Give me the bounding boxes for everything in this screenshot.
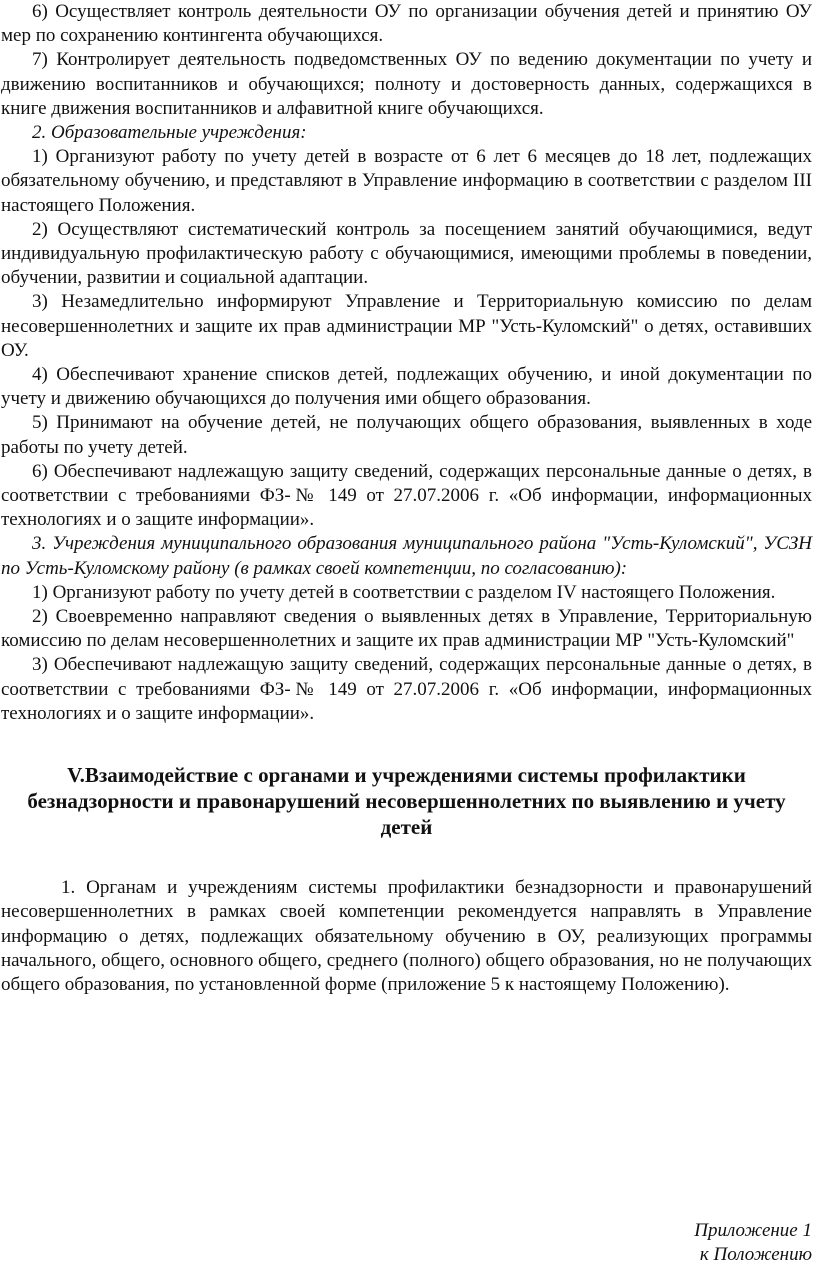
- paragraph: 6) Осуществляет контроль деятельности ОУ по организации обучения детей и принятию ОУ мер по сохранению контингента обучающихся.: [1, 1, 812, 47]
- paragraph: 2) Осуществляют систематический контроль за посещением занятий обучающимися, ведут индивидуальную профилактическую работу с обучающимися, имеющими проблемы в поведении, обучении, развитии и социальной адаптации.: [1, 218, 812, 289]
- appendix-line-2: к Положению: [699, 1244, 812, 1265]
- appendix-label: [694, 1219, 812, 1267]
- appendix-line-1: Приложение 1: [694, 1220, 812, 1241]
- paragraph: 5) Принимают на обучение детей, не получающих общего образования, выявленных в ходе работы по учету детей.: [1, 412, 812, 458]
- section-paragraph: 1. Органам и учреждениям системы профилактики безнадзорности и правонарушений несовершеннолетних в рамках своей компетенции рекомендуется направлять в Управление информацию о детях, подлежащих обязательному обучению в ОУ, реализующих программы начального, общего, основного общего, среднего (полного) общего образования, но не получающих общего образования, по установленной форме (приложение 5 к настоящему Положению).: [1, 877, 812, 995]
- top-paragraphs: [1, 0, 812, 726]
- paragraph: 2) Своевременно направляют сведения о выявленных детях в Управление, Территориальную комиссию по делам несовершеннолетних и защите их прав администрации МР "Усть-Куломский": [1, 606, 812, 652]
- paragraph: 3) Незамедлительно информируют Управление и Территориальную комиссию по делам несовершеннолетних и защите их прав администрации МР "Усть-Куломский" о детях, оставивших ОУ.: [1, 291, 812, 361]
- paragraph: 2. Образовательные учреждения:: [32, 122, 307, 144]
- paragraph: 6) Обеспечивают надлежащую защиту сведений, содержащих персональные данные о детях, в соответствии с требованиями ФЗ-№ 149 от 27.07.2006 г. «Об информации, информационных технологиях и о защите информации».: [1, 460, 812, 531]
- paragraph: 3. Учреждения муниципального образования муниципального района "Усть-Куломский", УСЗН по Усть-Куломскому району (в рамках своей компетенции, по согласованию):: [1, 533, 812, 579]
- paragraph: 3) Обеспечивают надлежащую защиту сведений, содержащих персональные данные о детях, в соответствии с требованиями ФЗ-№ 149 от 27.07.2006 г. «Об информации, информационных технологиях и о защите информации».: [1, 654, 812, 724]
- paragraph: 7) Контролирует деятельность подведомственных ОУ по ведению документации по учету и движению воспитанников и обучающихся; полноту и достоверность данных, содержащихся в книге движения воспитанников и алфавитной книге обучающихся.: [1, 49, 812, 119]
- paragraph: 1) Организуют работу по учету детей в возрасте от 6 лет 6 месяцев до 18 лет, подлежащих обязательному обучению, и представляют в Управление информацию в соответствии с разделом III настоящего Положения.: [1, 146, 812, 216]
- paragraph: 1) Организуют работу по учету детей в соответствии с разделом IV настоящего Положения.: [32, 581, 776, 603]
- paragraph: 4) Обеспечивают хранение списков детей, подлежащих обучению, и иной документации по учету и движению обучающихся до получения ими общего образования.: [1, 364, 812, 410]
- section-title: V.Взаимодействие с органами и учреждениями системы профилактики безнадзорности и правонарушений несовершеннолетних по выявлению и учету детей: [27, 763, 786, 840]
